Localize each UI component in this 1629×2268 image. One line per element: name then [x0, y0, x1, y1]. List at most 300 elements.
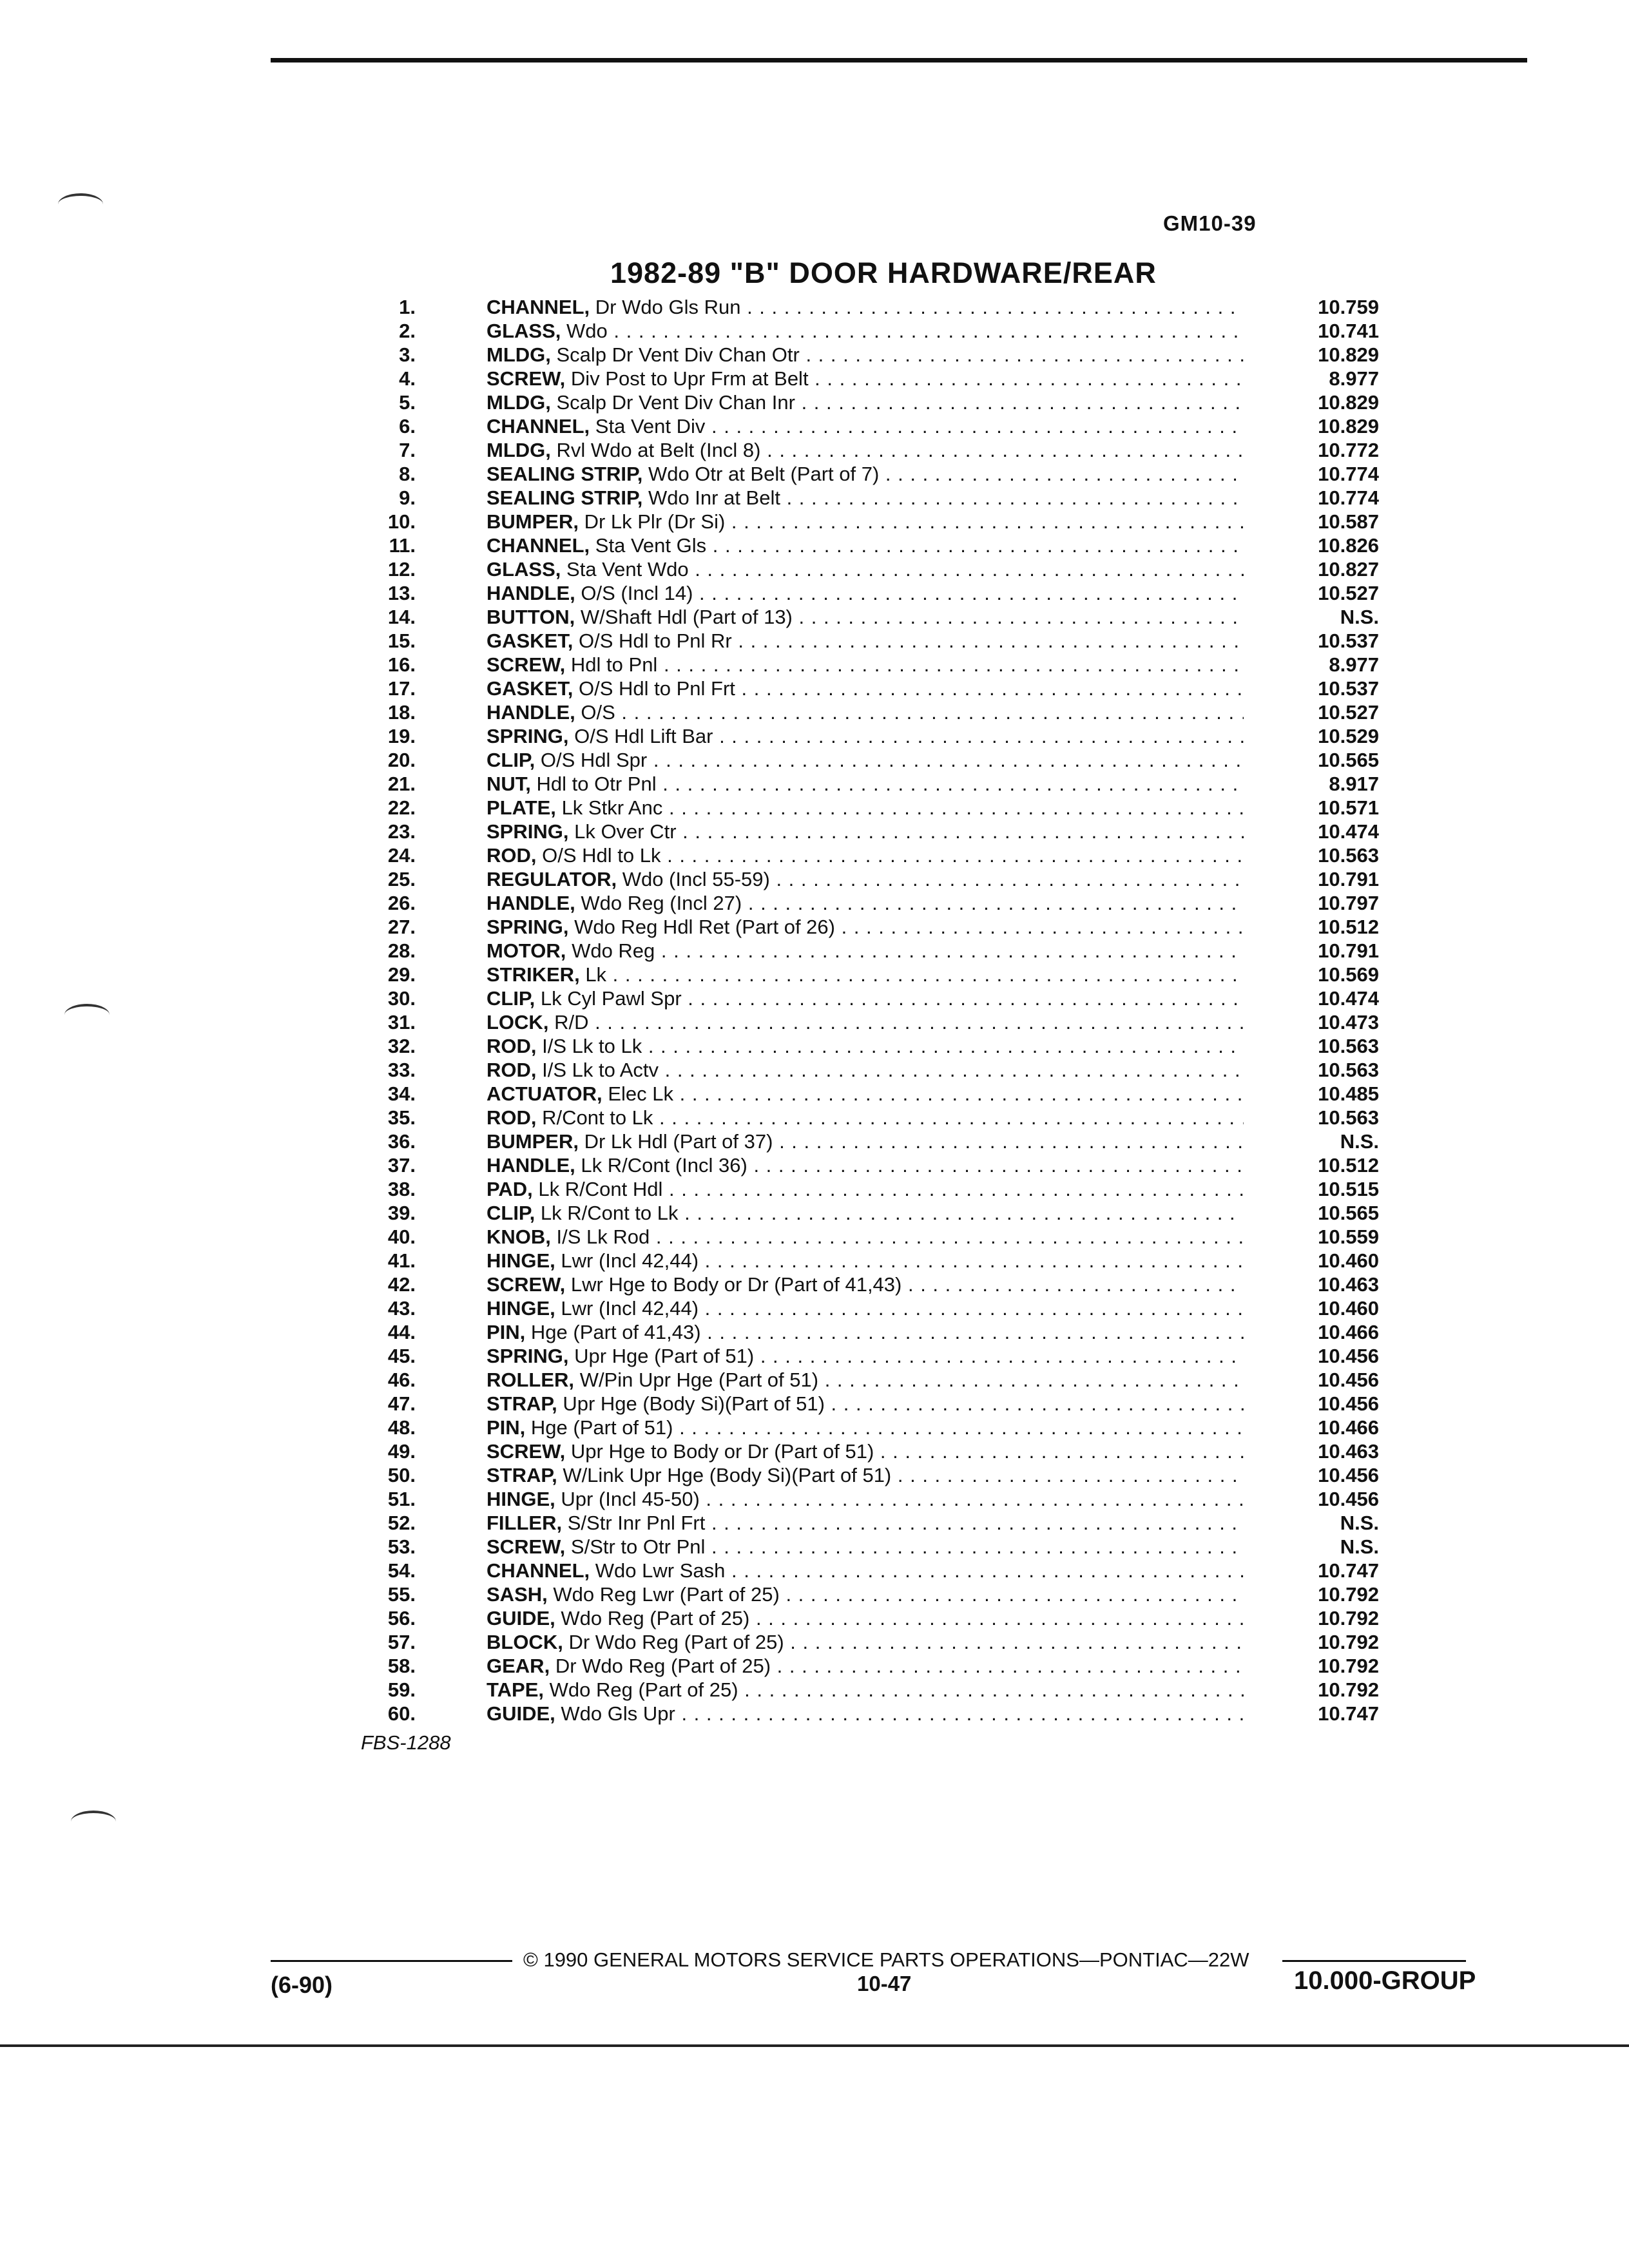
part-detail: O/S Hdl to Lk [542, 844, 661, 867]
group-number: 10.571 [1318, 796, 1379, 819]
parts-row [361, 533, 1392, 557]
parts-row [361, 653, 1392, 677]
item-number: 5. [399, 391, 416, 414]
part-name: GASKET, [487, 677, 574, 700]
parts-row [361, 1392, 1392, 1416]
item-number: 21. [387, 773, 416, 795]
part-name: SEALING STRIP, [487, 486, 643, 509]
group-number: 10.473 [1318, 1011, 1379, 1033]
parts-row [361, 557, 1392, 581]
item-number: 18. [387, 701, 416, 724]
part-detail: Upr (Incl 45-50) [561, 1488, 700, 1510]
part-detail: Dr Wdo Gls Run [595, 296, 741, 318]
group-number: 10.474 [1318, 820, 1379, 843]
group-number: 10.456 [1318, 1464, 1379, 1486]
part-name: CHANNEL, [487, 415, 590, 437]
part-description [487, 772, 1244, 796]
part-description [487, 891, 1244, 915]
part-detail: Wdo (Incl 55-59) [622, 868, 770, 890]
part-description [487, 1463, 1244, 1487]
parts-row [361, 1010, 1392, 1034]
parts-row [361, 1511, 1392, 1535]
item-number: 50. [387, 1464, 416, 1486]
group-number: 10.474 [1318, 987, 1379, 1010]
part-name: SCREW, [487, 653, 566, 676]
part-name: HANDLE, [487, 1154, 575, 1177]
part-detail: W/Pin Upr Hge (Part of 51) [579, 1369, 819, 1391]
item-number: 25. [387, 868, 416, 890]
group-number: 10.537 [1318, 629, 1379, 652]
group-number: 10.563 [1318, 844, 1379, 867]
revision-date: (6-90) [271, 1972, 333, 1998]
parts-row [361, 390, 1392, 414]
part-name: CLIP, [487, 987, 535, 1010]
parts-row [361, 510, 1392, 533]
part-description [487, 796, 1244, 820]
group-number: N.S. [1340, 606, 1379, 628]
part-name: PIN, [487, 1416, 526, 1439]
part-detail: Dr Lk Plr (Dr Si) [584, 510, 726, 533]
part-name: GUIDE, [487, 1607, 555, 1629]
group-number: 10.537 [1318, 677, 1379, 700]
group-number: 10.456 [1318, 1392, 1379, 1415]
item-number: 1. [399, 296, 416, 318]
part-name: STRAP, [487, 1464, 557, 1486]
group-number: 10.829 [1318, 391, 1379, 414]
part-description [487, 343, 1244, 367]
parts-row [361, 438, 1392, 462]
part-name: ROD, [487, 844, 537, 867]
part-detail: Upr Hge (Body Si)(Part of 51) [563, 1392, 825, 1415]
part-name: CHANNEL, [487, 296, 590, 318]
parts-row [361, 1296, 1392, 1320]
parts-row [361, 772, 1392, 796]
group-number: 10.460 [1318, 1297, 1379, 1320]
part-detail: W/Link Upr Hge (Body Si)(Part of 51) [563, 1464, 892, 1486]
page-reference: GM10-39 [1163, 211, 1257, 235]
part-detail: O/S Hdl to Pnl Frt [578, 677, 735, 700]
item-number: 27. [387, 916, 416, 938]
item-number: 51. [387, 1488, 416, 1510]
parts-row [361, 1153, 1392, 1177]
page-number: 10-47 [857, 1972, 912, 1995]
item-number: 42. [387, 1273, 416, 1296]
parts-row [361, 1630, 1392, 1654]
footer-rule-right [1282, 1960, 1466, 1962]
parts-row [361, 1201, 1392, 1225]
item-number: 40. [387, 1225, 416, 1248]
part-description [487, 462, 1244, 486]
part-name: REGULATOR, [487, 868, 617, 890]
group-number: 10.791 [1318, 868, 1379, 890]
group-number: 10.463 [1318, 1273, 1379, 1296]
part-description [487, 1034, 1244, 1058]
part-name: NUT, [487, 773, 531, 795]
part-description [487, 438, 1244, 462]
item-number: 3. [399, 343, 416, 366]
item-number: 9. [399, 486, 416, 509]
part-name: KNOB, [487, 1225, 551, 1248]
part-name: ROD, [487, 1035, 537, 1057]
part-detail: Hdl to Pnl [570, 653, 658, 676]
parts-row [361, 891, 1392, 915]
part-name: CHANNEL, [487, 1559, 590, 1582]
part-detail: Lk Cyl Pawl Spr [540, 987, 682, 1010]
part-description [487, 677, 1244, 700]
part-name: HINGE, [487, 1488, 555, 1510]
parts-row [361, 1082, 1392, 1106]
group-number: 10.529 [1318, 725, 1379, 747]
part-description [487, 1177, 1244, 1201]
part-name: FILLER, [487, 1512, 563, 1534]
part-name: HINGE, [487, 1249, 555, 1272]
part-description [487, 1010, 1244, 1034]
part-name: CLIP, [487, 749, 535, 771]
item-number: 38. [387, 1178, 416, 1200]
group-number: 10.774 [1318, 463, 1379, 485]
group-number: 10.827 [1318, 558, 1379, 581]
parts-row [361, 963, 1392, 986]
part-description [487, 557, 1244, 581]
item-number: 20. [387, 749, 416, 771]
part-description [487, 295, 1244, 319]
item-number: 28. [387, 939, 416, 962]
item-number: 35. [387, 1106, 416, 1129]
part-name: GLASS, [487, 320, 561, 342]
group-number: 10.466 [1318, 1416, 1379, 1439]
part-name: GEAR, [487, 1655, 550, 1677]
parts-row [361, 1463, 1392, 1487]
group-number: 8.977 [1329, 653, 1379, 676]
part-detail: Wdo [566, 320, 608, 342]
part-detail: W/Shaft Hdl (Part of 13) [580, 606, 793, 628]
part-description [487, 581, 1244, 605]
group-label: 10.000-GROUP [1294, 1966, 1476, 1995]
part-detail: R/D [554, 1011, 589, 1033]
item-number: 56. [387, 1607, 416, 1629]
part-detail: I/S Lk to Actv [542, 1059, 659, 1081]
part-name: SCREW, [487, 367, 566, 390]
part-description [487, 1273, 1244, 1296]
part-description [487, 1106, 1244, 1129]
group-number: 10.747 [1318, 1702, 1379, 1725]
parts-row [361, 843, 1392, 867]
group-number: 10.563 [1318, 1059, 1379, 1081]
group-number: 10.565 [1318, 1202, 1379, 1224]
part-detail: Wdo Reg (Part of 25) [549, 1678, 738, 1701]
item-number: 31. [387, 1011, 416, 1033]
part-detail: Sta Vent Gls [595, 534, 707, 557]
top-rule [271, 58, 1527, 62]
item-number: 45. [387, 1345, 416, 1367]
part-detail: Wdo Gls Upr [561, 1702, 675, 1725]
item-number: 26. [387, 892, 416, 914]
item-number: 46. [387, 1369, 416, 1391]
part-description [487, 390, 1244, 414]
part-name: SEALING STRIP, [487, 463, 643, 485]
group-number: N.S. [1340, 1512, 1379, 1534]
group-number: 10.797 [1318, 892, 1379, 914]
group-number: 10.565 [1318, 749, 1379, 771]
part-description [487, 605, 1244, 629]
part-description [487, 700, 1244, 724]
item-number: 11. [389, 534, 416, 557]
group-number: 10.792 [1318, 1631, 1379, 1653]
part-detail: Wdo Reg Lwr (Part of 25) [553, 1583, 780, 1606]
parts-row [361, 1058, 1392, 1082]
item-number: 43. [387, 1297, 416, 1320]
parts-row [361, 414, 1392, 438]
item-number: 30. [387, 987, 416, 1010]
page-title: 1982-89 "B" DOOR HARDWARE/REAR [610, 256, 1157, 289]
part-detail: Upr Hge (Part of 51) [574, 1345, 755, 1367]
part-name: HANDLE, [487, 892, 575, 914]
group-number: 10.792 [1318, 1607, 1379, 1629]
group-number: 10.485 [1318, 1082, 1379, 1105]
part-name: PLATE, [487, 796, 556, 819]
group-number: 10.559 [1318, 1225, 1379, 1248]
parts-row [361, 1439, 1392, 1463]
group-number: 10.456 [1318, 1488, 1379, 1510]
parts-row [361, 1249, 1392, 1273]
part-name: BUTTON, [487, 606, 575, 628]
group-number: 10.466 [1318, 1321, 1379, 1343]
part-name: GLASS, [487, 558, 561, 581]
part-description [487, 533, 1244, 557]
parts-row [361, 1416, 1392, 1439]
part-detail: Rvl Wdo at Belt (Incl 8) [556, 439, 761, 461]
parts-row [361, 820, 1392, 843]
parts-row [361, 1034, 1392, 1058]
item-number: 58. [387, 1655, 416, 1677]
part-description [487, 1606, 1244, 1630]
part-detail: O/S [581, 701, 615, 724]
part-detail: Hge (Part of 51) [530, 1416, 673, 1439]
part-description [487, 1439, 1244, 1463]
item-number: 10. [387, 510, 416, 533]
part-name: SPRING, [487, 820, 569, 843]
item-number: 53. [387, 1535, 416, 1558]
parts-row [361, 796, 1392, 820]
item-number: 2. [399, 320, 416, 342]
item-number: 24. [387, 844, 416, 867]
part-detail: S/Str Inr Pnl Frt [567, 1512, 706, 1534]
part-detail: R/Cont to Lk [542, 1106, 653, 1129]
group-number: 10.569 [1318, 963, 1379, 986]
group-number: 10.774 [1318, 486, 1379, 509]
part-name: MLDG, [487, 343, 551, 366]
parts-row [361, 1225, 1392, 1249]
item-number: 36. [387, 1130, 416, 1153]
parts-row [361, 1678, 1392, 1702]
part-name: STRAP, [487, 1392, 557, 1415]
item-number: 59. [387, 1678, 416, 1701]
parts-row [361, 629, 1392, 653]
part-name: BUMPER, [487, 510, 579, 533]
item-number: 6. [399, 415, 416, 437]
item-number: 15. [387, 629, 416, 652]
parts-row [361, 867, 1392, 891]
bottom-rule [0, 2044, 1629, 2047]
part-detail: Scalp Dr Vent Div Chan Otr [556, 343, 800, 366]
part-name: ACTUATOR, [487, 1082, 602, 1105]
part-detail: O/S Hdl Lift Bar [574, 725, 713, 747]
part-name: LOCK, [487, 1011, 549, 1033]
item-number: 8. [399, 463, 416, 485]
figure-reference: FBS-1288 [361, 1731, 451, 1754]
item-number: 23. [387, 820, 416, 843]
part-name: TAPE, [487, 1678, 544, 1701]
part-description [487, 629, 1244, 653]
part-detail: Lk R/Cont to Lk [540, 1202, 679, 1224]
part-description [487, 1487, 1244, 1511]
parts-row [361, 1273, 1392, 1296]
group-number: 10.512 [1318, 1154, 1379, 1177]
parts-row [361, 1582, 1392, 1606]
parts-row [361, 1129, 1392, 1153]
copyright-notice: © 1990 GENERAL MOTORS SERVICE PARTS OPERATIONS—PONTIAC—22W [523, 1948, 1249, 1971]
item-number: 33. [387, 1059, 416, 1081]
part-name: GASKET, [487, 629, 574, 652]
group-number: 10.456 [1318, 1369, 1379, 1391]
part-name: SPRING, [487, 1345, 569, 1367]
footer-rule-left [271, 1960, 512, 1962]
part-name: STRIKER, [487, 963, 580, 986]
item-number: 47. [387, 1392, 416, 1415]
group-number: 10.741 [1318, 320, 1379, 342]
part-description [487, 1654, 1244, 1678]
parts-row [361, 581, 1392, 605]
part-description [487, 1082, 1244, 1106]
parts-row [361, 986, 1392, 1010]
part-description [487, 486, 1244, 510]
item-number: 14. [387, 606, 416, 628]
part-description [487, 867, 1244, 891]
part-detail: Lwr (Incl 42,44) [561, 1297, 699, 1320]
part-description [487, 1058, 1244, 1082]
part-detail: Dr Wdo Reg (Part of 25) [555, 1655, 771, 1677]
parts-row [361, 367, 1392, 390]
item-number: 57. [387, 1631, 416, 1653]
item-number: 48. [387, 1416, 416, 1439]
part-name: ROD, [487, 1106, 537, 1129]
item-number: 44. [387, 1321, 416, 1343]
part-description [487, 724, 1244, 748]
item-number: 16. [387, 653, 416, 676]
part-description [487, 1559, 1244, 1582]
part-detail: O/S Hdl Spr [540, 749, 648, 771]
parts-row [361, 939, 1392, 963]
part-detail: Sta Vent Div [595, 415, 706, 437]
part-detail: Dr Wdo Reg (Part of 25) [568, 1631, 784, 1653]
binder-hole-mark [64, 1004, 110, 1026]
part-detail: O/S (Incl 14) [581, 582, 693, 604]
group-number: 10.456 [1318, 1345, 1379, 1367]
part-name: MOTOR, [487, 939, 566, 962]
part-detail: Lk R/Cont (Incl 36) [581, 1154, 747, 1177]
item-number: 32. [387, 1035, 416, 1057]
part-detail: Hdl to Otr Pnl [536, 773, 657, 795]
part-description [487, 1702, 1244, 1725]
item-number: 34. [387, 1082, 416, 1105]
parts-row [361, 724, 1392, 748]
parts-row [361, 1320, 1392, 1344]
parts-row [361, 462, 1392, 486]
parts-list [361, 295, 1392, 1725]
part-description [487, 1249, 1244, 1273]
part-description [487, 1129, 1244, 1153]
part-detail: Wdo Reg [572, 939, 655, 962]
part-name: BUMPER, [487, 1130, 579, 1153]
part-description [487, 414, 1244, 438]
parts-row [361, 1702, 1392, 1725]
group-number: 10.563 [1318, 1035, 1379, 1057]
part-detail: Sta Vent Wdo [566, 558, 689, 581]
item-number: 22. [387, 796, 416, 819]
parts-row [361, 1535, 1392, 1559]
part-detail: Wdo Reg (Incl 27) [581, 892, 742, 914]
part-description [487, 1296, 1244, 1320]
parts-row [361, 605, 1392, 629]
item-number: 60. [387, 1702, 416, 1725]
part-detail: O/S Hdl to Pnl Rr [578, 629, 732, 652]
part-description [487, 820, 1244, 843]
part-description [487, 510, 1244, 533]
part-detail: Wdo Inr at Belt [648, 486, 780, 509]
part-description [487, 1320, 1244, 1344]
item-number: 54. [387, 1559, 416, 1582]
part-description [487, 1511, 1244, 1535]
part-name: PAD, [487, 1178, 533, 1200]
part-name: SCREW, [487, 1535, 566, 1558]
part-description [487, 367, 1244, 390]
group-number: 10.460 [1318, 1249, 1379, 1272]
binder-hole-mark [71, 1811, 116, 1832]
item-number: 39. [387, 1202, 416, 1224]
part-name: MLDG, [487, 391, 551, 414]
group-number: 10.826 [1318, 534, 1379, 557]
item-number: 37. [387, 1154, 416, 1177]
part-detail: Lwr (Incl 42,44) [561, 1249, 699, 1272]
part-name: SPRING, [487, 725, 569, 747]
part-description [487, 986, 1244, 1010]
group-number: 10.587 [1318, 510, 1379, 533]
part-name: CHANNEL, [487, 534, 590, 557]
item-number: 29. [387, 963, 416, 986]
part-detail: Elec Lk [608, 1082, 673, 1105]
item-number: 17. [387, 677, 416, 700]
group-number: 10.463 [1318, 1440, 1379, 1463]
parts-row [361, 915, 1392, 939]
part-name: SPRING, [487, 916, 569, 938]
part-detail: S/Str to Otr Pnl [570, 1535, 706, 1558]
part-detail: I/S Lk to Lk [542, 1035, 642, 1057]
group-number: 10.747 [1318, 1559, 1379, 1582]
group-number: 10.772 [1318, 439, 1379, 461]
part-name: BLOCK, [487, 1631, 563, 1653]
part-description [487, 843, 1244, 867]
part-description [487, 963, 1244, 986]
part-name: HANDLE, [487, 701, 575, 724]
parts-row [361, 1368, 1392, 1392]
part-description [487, 1153, 1244, 1177]
part-detail: I/S Lk Rod [556, 1225, 650, 1248]
part-description [487, 1368, 1244, 1392]
binder-hole-mark [58, 193, 103, 215]
part-detail: Lk Stkr Anc [561, 796, 663, 819]
group-number: 8.917 [1329, 773, 1379, 795]
part-detail: Lk [585, 963, 607, 986]
